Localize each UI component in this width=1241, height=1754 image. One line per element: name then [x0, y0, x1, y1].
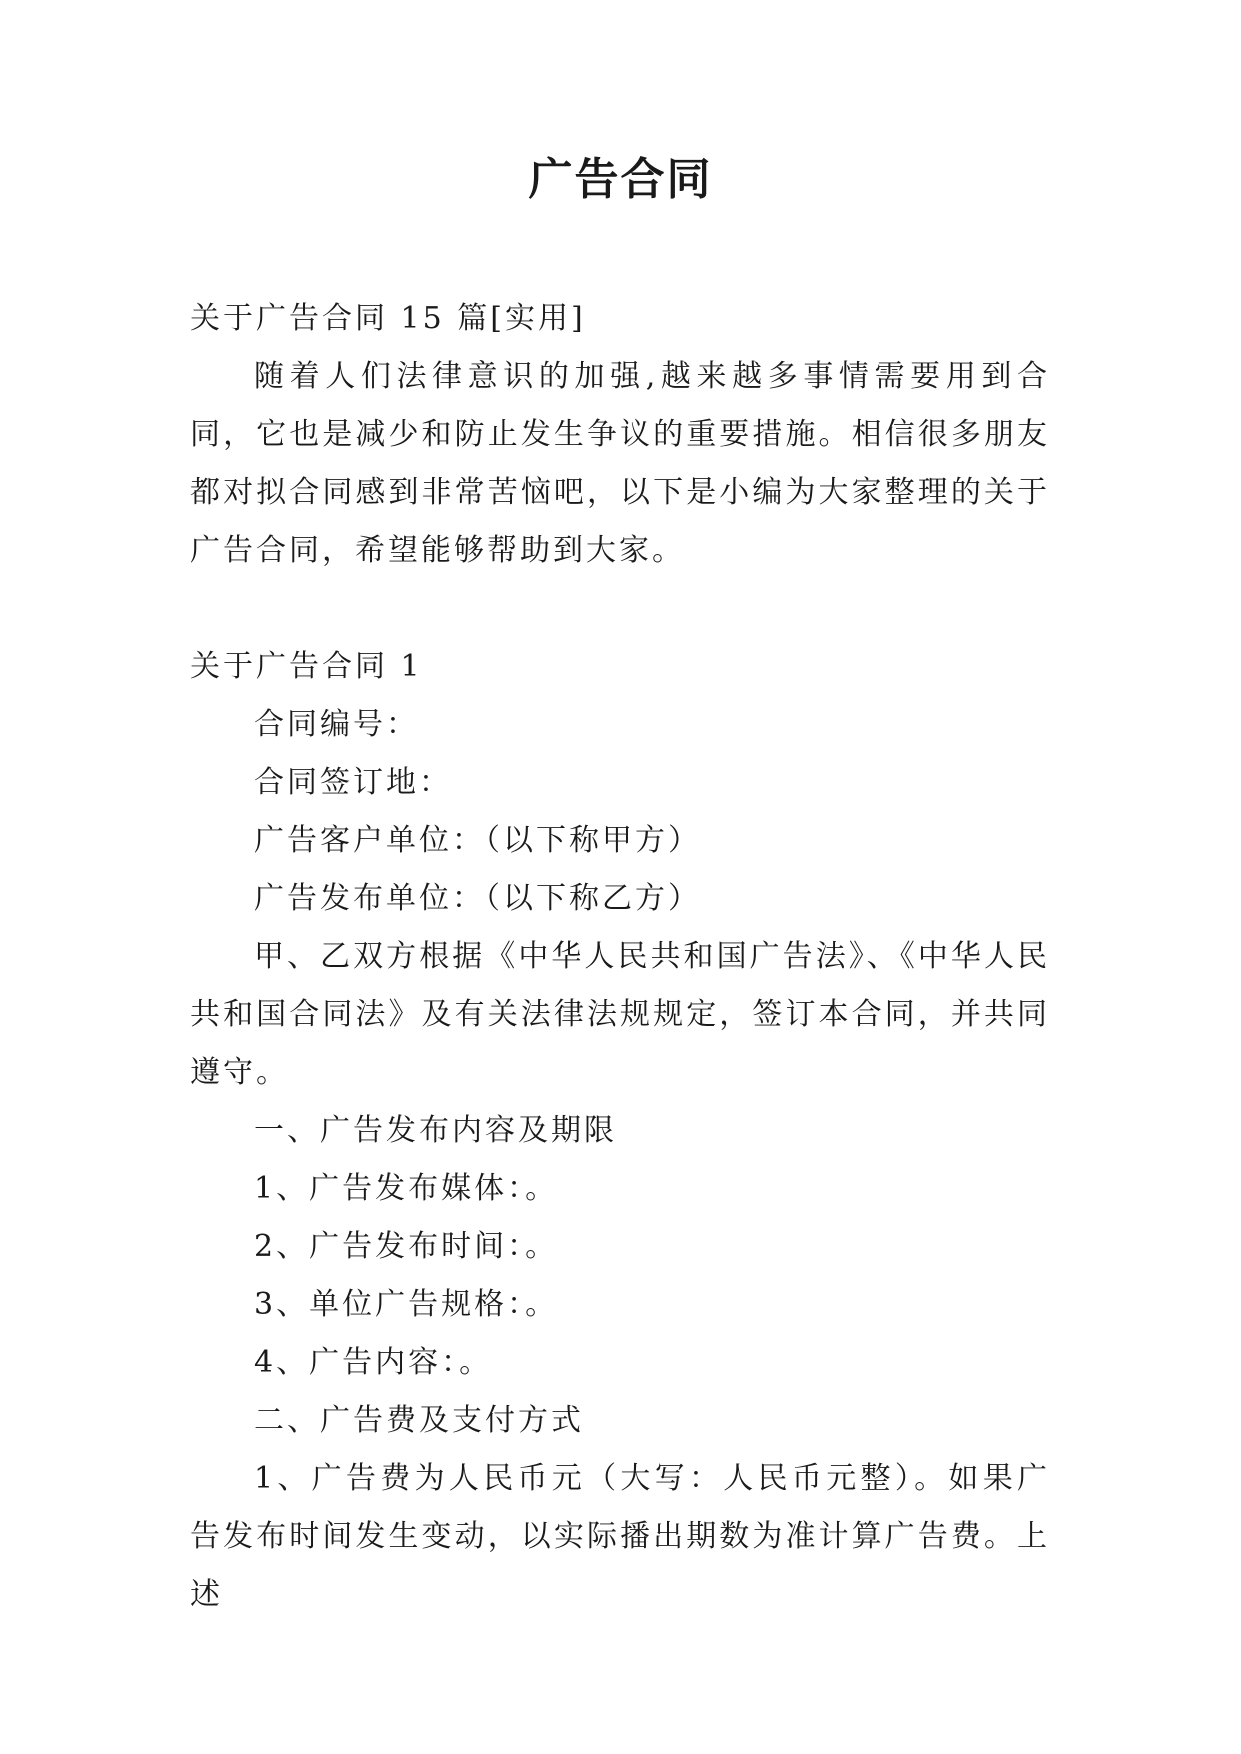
part-one-heading: 一、广告发布内容及期限: [254, 1113, 617, 1148]
list-item: 3、单位广告规格：。: [254, 1287, 559, 1322]
list-item: 1、广告发布媒体：。: [254, 1171, 559, 1206]
part-two-item: 1、广告费为人民币元（大写：人民币元整）。如果广告发布时间发生变动，以实际播出期数为准计算广告费。上述: [190, 1461, 1050, 1612]
document-title: 广告合同: [528, 154, 713, 205]
part-two-heading: 二、广告费及支付方式: [254, 1403, 584, 1438]
section-heading: 关于广告合同 1: [190, 649, 423, 684]
contract-number-field: 合同编号：: [254, 707, 419, 742]
intro-paragraph: 随着人们法律意识的加强,越来越多事情需要用到合同，它也是减少和防止发生争议的重要措施。相信很多朋友都对拟合同感到非常苦恼吧，以下是小编为大家整理的关于广告合同，希望能够帮助到大家。: [190, 359, 1050, 568]
list-item: 4、广告内容：。: [254, 1345, 493, 1380]
party-b-field: 广告发布单位：（以下称乙方）: [254, 881, 701, 916]
party-a-field: 广告客户单位：（以下称甲方）: [254, 823, 701, 858]
paragraph-spacer: [190, 580, 1050, 638]
signing-place-field: 合同签订地：: [254, 765, 452, 800]
list-item: 2、广告发布时间：。: [254, 1229, 559, 1264]
document-body: [190, 290, 1050, 1624]
document-subtitle: 关于广告合同 15 篇[实用]: [190, 301, 586, 336]
preamble-paragraph: 甲、乙双方根据《中华人民共和国广告法》、《中华人民共和国合同法》及有关法律法规规定，签订本合同，并共同遵守。: [190, 939, 1050, 1090]
